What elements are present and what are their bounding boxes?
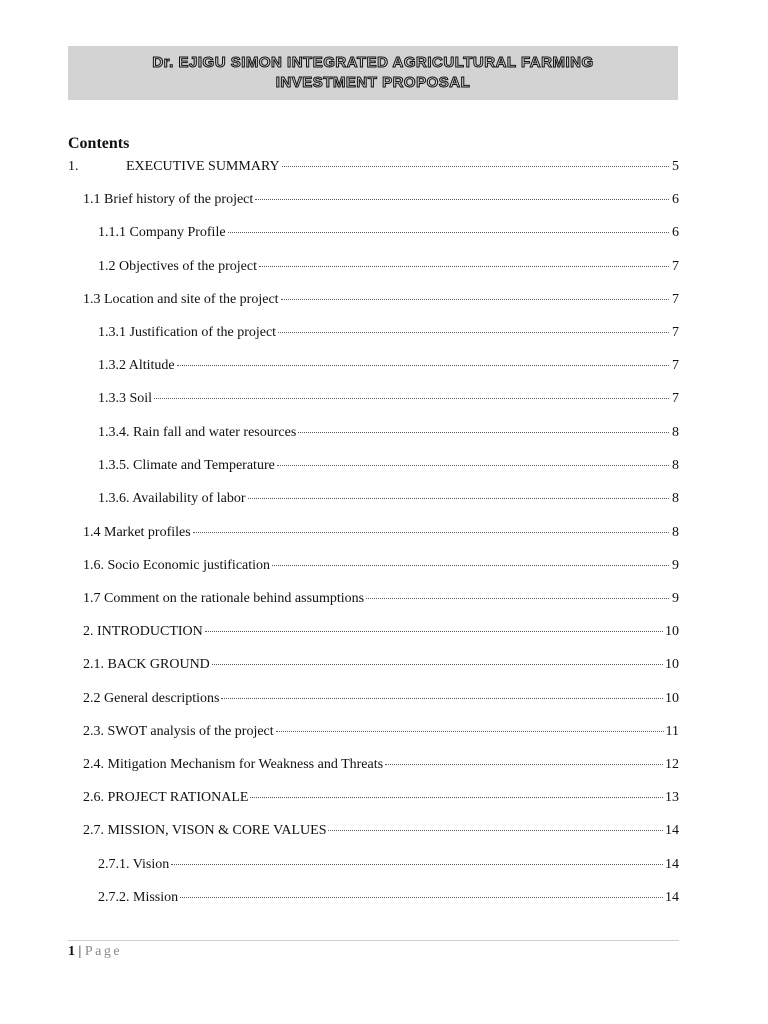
toc-entry-page: 7 xyxy=(672,391,679,406)
document-title-banner xyxy=(68,46,678,100)
toc-entry-page: 11 xyxy=(665,724,679,739)
toc-entry[interactable] xyxy=(98,886,679,906)
toc-entry-title: 1.3.2 Altitude xyxy=(98,358,175,373)
page-footer xyxy=(68,942,122,962)
toc-entry[interactable] xyxy=(83,819,679,839)
toc-entry-page: 7 xyxy=(672,358,679,373)
toc-entry-title: 1.3.6. Availability of labor xyxy=(98,491,246,506)
toc-entry[interactable] xyxy=(83,554,679,574)
toc-dot-leader xyxy=(259,252,669,267)
toc-entry-page: 10 xyxy=(665,657,679,672)
toc-dot-leader xyxy=(180,883,663,898)
toc-entry-page: 8 xyxy=(672,491,679,506)
toc-entry-title: 1.3.5. Climate and Temperature xyxy=(98,458,275,473)
toc-entry-page: 9 xyxy=(672,591,679,606)
toc-dot-leader xyxy=(366,584,669,599)
toc-entry-title: 1.7 Comment on the rationale behind assumptions xyxy=(83,591,365,606)
toc-entry-title: 1.2 Objectives of the project xyxy=(98,259,258,274)
toc-entry-page: 7 xyxy=(672,292,679,307)
contents-heading: Contents xyxy=(68,135,130,152)
toc-entry[interactable] xyxy=(83,620,679,640)
toc-entry[interactable] xyxy=(98,255,679,275)
toc-entry-title: 2.1. BACK GROUND xyxy=(83,657,210,672)
toc-dot-leader xyxy=(212,650,663,665)
toc-dot-leader xyxy=(250,783,663,798)
toc-entry-page: 8 xyxy=(672,525,679,540)
toc-entry[interactable] xyxy=(83,288,679,308)
toc-entry[interactable] xyxy=(98,354,679,374)
toc-entry-title: 1.3.1 Justification of the project xyxy=(98,325,277,340)
toc-entry[interactable] xyxy=(83,786,679,806)
toc-entry-title: 1.1 Brief history of the project xyxy=(83,192,254,207)
toc-entry-page: 10 xyxy=(665,624,679,639)
toc-entry-page: 7 xyxy=(672,259,679,274)
toc-entry[interactable] xyxy=(98,853,679,873)
document-title-line-1: Dr. EJIGU SIMON INTEGRATED AGRICULTURAL FARMING xyxy=(152,54,594,71)
toc-entry-page: 14 xyxy=(665,890,679,905)
toc-dot-leader xyxy=(193,518,669,533)
toc-entry-page: 7 xyxy=(672,325,679,340)
toc-dot-leader xyxy=(385,750,663,765)
toc-dot-leader xyxy=(177,351,669,366)
toc-entry-page: 10 xyxy=(665,691,679,706)
toc-entry-title: 1.3.3 Soil xyxy=(98,391,153,406)
toc-entry-page: 8 xyxy=(672,425,679,440)
toc-dot-leader xyxy=(205,617,663,632)
toc-entry-page: 14 xyxy=(665,857,679,872)
footer-separator: | xyxy=(78,944,82,959)
toc-entry-title: 2.4. Mitigation Mechanism for Weakness and Threats xyxy=(83,757,384,772)
toc-entry-page: 8 xyxy=(672,458,679,473)
toc-dot-leader xyxy=(277,451,669,466)
toc-entry-title: 1.4 Market profiles xyxy=(83,525,191,540)
toc-entry[interactable] xyxy=(83,521,679,541)
toc-dot-leader xyxy=(276,717,664,732)
toc-entry[interactable] xyxy=(98,421,679,441)
toc-entry-page: 5 xyxy=(672,159,679,174)
toc-entry-number: 1. xyxy=(68,159,79,174)
footer-divider xyxy=(68,940,679,941)
toc-entry-page: 12 xyxy=(665,757,679,772)
toc-entry[interactable] xyxy=(83,720,679,740)
document-title-line-2: INVESTMENT PROPOSAL xyxy=(275,74,471,91)
toc-dot-leader xyxy=(154,384,669,399)
toc-dot-leader xyxy=(298,418,669,433)
toc-entry[interactable] xyxy=(68,155,679,175)
toc-dot-leader xyxy=(228,218,669,233)
toc-dot-leader xyxy=(221,684,663,699)
toc-entry[interactable] xyxy=(83,587,679,607)
toc-entry-title: 2. INTRODUCTION xyxy=(83,624,203,639)
toc-dot-leader xyxy=(171,850,663,865)
toc-entry-title: EXECUTIVE SUMMARY xyxy=(126,159,280,174)
toc-entry-page: 9 xyxy=(672,558,679,573)
toc-entry-page: 6 xyxy=(672,192,679,207)
toc-entry[interactable] xyxy=(83,188,679,208)
toc-entry[interactable] xyxy=(83,687,679,707)
toc-entry-page: 13 xyxy=(665,790,679,805)
toc-entry-page: 14 xyxy=(665,823,679,838)
toc-entry-title: 1.3.4. Rain fall and water resources xyxy=(98,425,297,440)
toc-dot-leader xyxy=(282,152,669,167)
toc-entry[interactable] xyxy=(83,753,679,773)
toc-dot-leader xyxy=(248,484,670,499)
toc-entry-title: 1.3 Location and site of the project xyxy=(83,292,279,307)
toc-dot-leader xyxy=(278,318,669,333)
toc-entry-title: 2.2 General descriptions xyxy=(83,691,220,706)
toc-entry-title: 2.7. MISSION, VISON & CORE VALUES xyxy=(83,823,327,838)
toc-entry-title: 1.6. Socio Economic justification xyxy=(83,558,271,573)
toc-entry[interactable] xyxy=(98,387,679,407)
toc-entry-title: 2.7.1. Vision xyxy=(98,857,170,872)
toc-dot-leader xyxy=(255,185,669,200)
toc-dot-leader xyxy=(328,816,663,831)
toc-entry[interactable] xyxy=(98,454,679,474)
toc-entry[interactable] xyxy=(98,221,679,241)
toc-dot-leader xyxy=(272,551,669,566)
footer-page-number: 1 xyxy=(68,944,75,959)
toc-entry-page: 6 xyxy=(672,225,679,240)
toc-entry[interactable] xyxy=(98,487,679,507)
footer-page-label: Page xyxy=(84,944,123,959)
toc-entry[interactable] xyxy=(98,321,679,341)
toc-entry[interactable] xyxy=(83,653,679,673)
toc-entry-title: 2.6. PROJECT RATIONALE xyxy=(83,790,249,805)
toc-dot-leader xyxy=(281,285,669,300)
toc-entry-title: 2.7.2. Mission xyxy=(98,890,179,905)
toc-entry-title: 2.3. SWOT analysis of the project xyxy=(83,724,274,739)
toc-entry-title: 1.1.1 Company Profile xyxy=(98,225,226,240)
